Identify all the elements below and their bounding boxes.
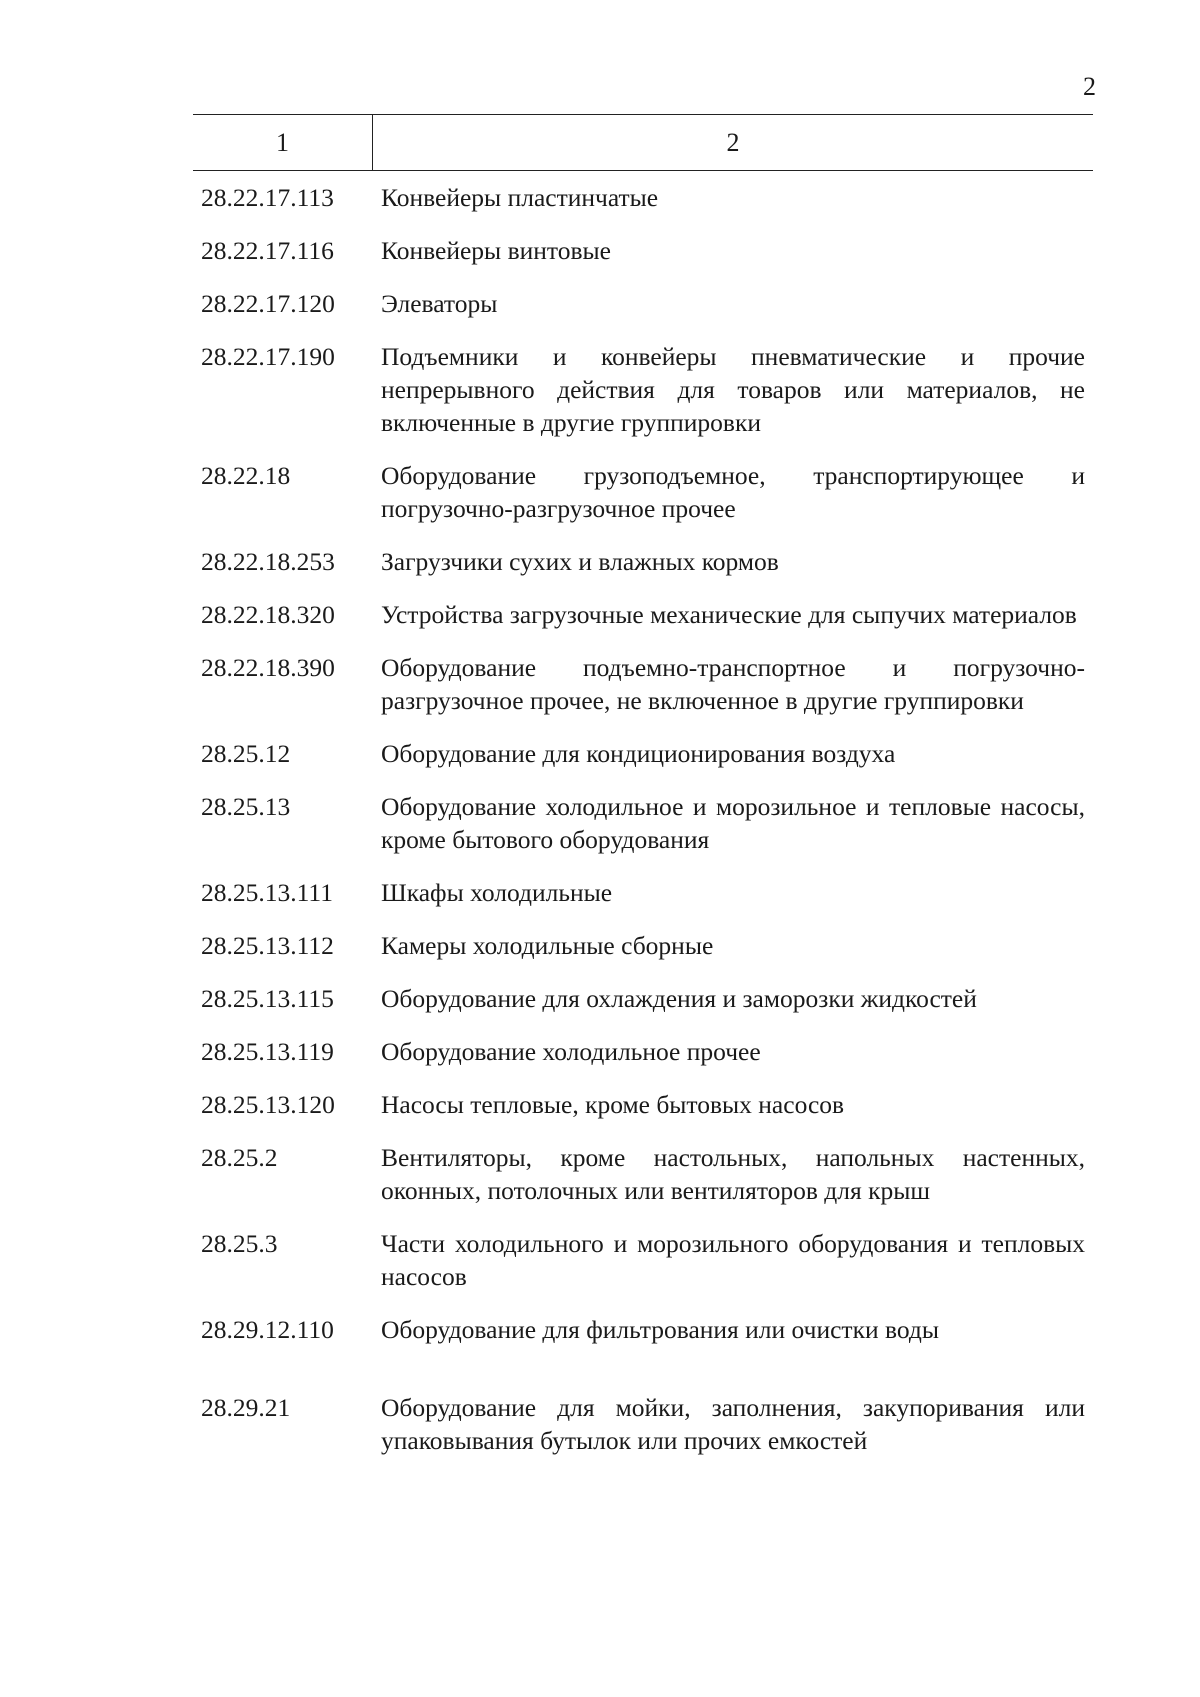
row-code: 28.22.17.113	[201, 183, 334, 212]
table-row	[193, 876, 1093, 909]
row-code: 28.22.18.253	[201, 547, 335, 576]
row-name: Шкафы холодильные	[381, 878, 613, 907]
row-code: 28.25.3	[201, 1229, 278, 1258]
row-code: 28.25.13.112	[201, 931, 334, 960]
row-name: Оборудование для фильтрования или очистки воды	[381, 1315, 939, 1344]
row-name: Оборудование для охлаждения и заморозки жидкостей	[381, 984, 977, 1013]
row-name: Подъемники и конвейеры пневматические и прочие непрерывного действия для товаров или материалов, не включенные в другие группировки	[381, 342, 1085, 437]
row-name: Элеваторы	[381, 289, 498, 318]
page-number: 2	[1083, 72, 1096, 101]
row-name: Оборудование для мойки, заполнения, закупоривания или упаковывания бутылок или прочих емкостей	[381, 1393, 1085, 1455]
table-row	[193, 651, 1093, 717]
row-name: Камеры холодильные сборные	[381, 931, 714, 960]
table-row	[193, 1035, 1093, 1068]
table-header	[193, 114, 1093, 171]
table-row	[193, 1391, 1093, 1457]
row-code: 28.22.17.116	[201, 236, 334, 265]
row-code: 28.22.18	[201, 461, 291, 490]
table-row	[193, 1141, 1093, 1207]
row-code: 28.22.17.120	[201, 289, 335, 318]
row-code: 28.22.18.320	[201, 600, 335, 629]
row-name: Конвейеры винтовые	[381, 236, 611, 265]
row-name: Конвейеры пластинчатые	[381, 183, 659, 212]
row-name: Оборудование холодильное прочее	[381, 1037, 761, 1066]
row-name: Загрузчики сухих и влажных кормов	[381, 547, 779, 576]
row-code: 28.22.18.390	[201, 653, 335, 682]
table-row	[193, 234, 1093, 267]
row-name: Вентиляторы, кроме настольных, напольных настенных, оконных, потолочных или вентиляторов для крыш	[381, 1143, 1085, 1205]
row-code: 28.25.13	[201, 792, 291, 821]
table-body	[193, 181, 1093, 1457]
table-row	[193, 1227, 1093, 1293]
row-code: 28.29.12.110	[201, 1315, 334, 1344]
row-code: 28.25.13.111	[201, 878, 333, 907]
table-row	[193, 598, 1093, 631]
table-row	[193, 340, 1093, 439]
row-code: 28.29.21	[201, 1393, 291, 1422]
row-code: 28.22.17.190	[201, 342, 335, 371]
classification-table	[193, 114, 1093, 1477]
row-code: 28.25.13.119	[201, 1037, 334, 1066]
table-row	[193, 459, 1093, 525]
row-code: 28.25.13.115	[201, 984, 334, 1013]
row-name: Устройства загрузочные механические для сыпучих материалов	[381, 600, 1077, 629]
row-name: Оборудование холодильное и морозильное и тепловые насосы, кроме бытового оборудования	[381, 792, 1085, 854]
row-name: Оборудование грузоподъемное, транспортирующее и погрузочно-разгрузочное прочее	[381, 461, 1085, 523]
row-code: 28.25.13.120	[201, 1090, 335, 1119]
row-name: Оборудование для кондиционирования воздуха	[381, 739, 896, 768]
table-row	[193, 790, 1093, 856]
row-code: 28.25.12	[201, 739, 291, 768]
table-row	[193, 1088, 1093, 1121]
table-row	[193, 929, 1093, 962]
table-row	[193, 545, 1093, 578]
row-name: Насосы тепловые, кроме бытовых насосов	[381, 1090, 845, 1119]
table-row	[193, 982, 1093, 1015]
header-column-1: 1	[193, 115, 373, 170]
row-code: 28.25.2	[201, 1143, 278, 1172]
table-row	[193, 1313, 1093, 1346]
table-row	[193, 737, 1093, 770]
row-name: Части холодильного и морозильного оборудования и тепловых насосов	[381, 1229, 1085, 1291]
table-row	[193, 181, 1093, 214]
header-column-2: 2	[726, 128, 740, 157]
row-name: Оборудование подъемно-транспортное и погрузочно-разгрузочное прочее, не включенное в другие группировки	[381, 653, 1085, 715]
table-row	[193, 287, 1093, 320]
